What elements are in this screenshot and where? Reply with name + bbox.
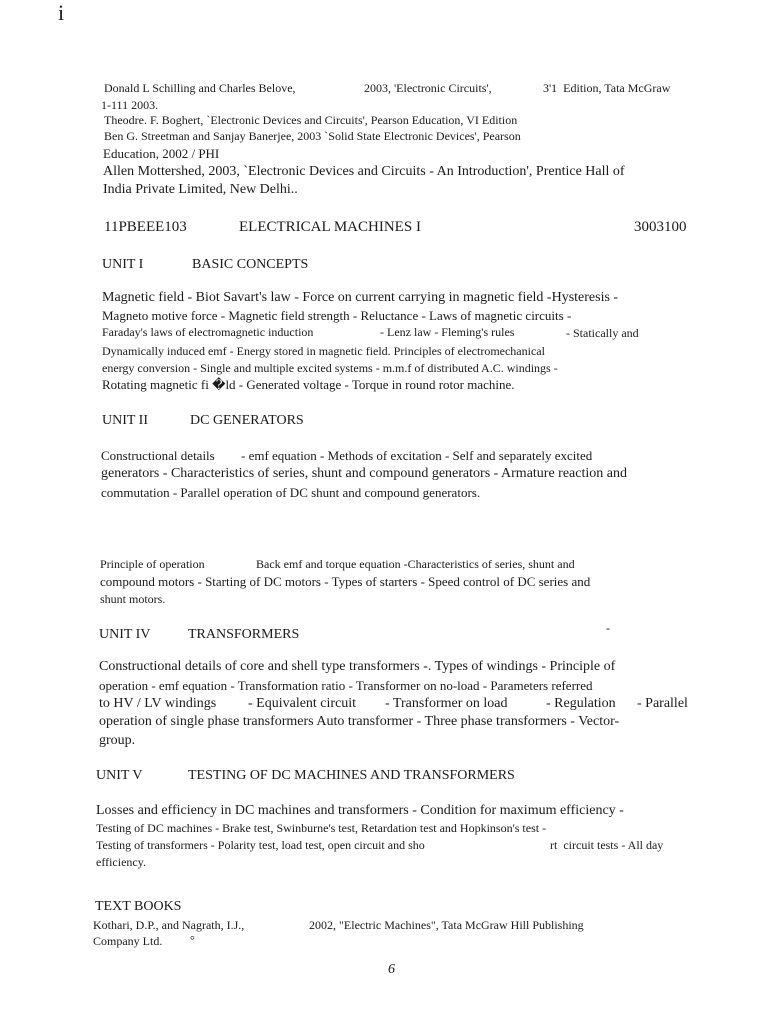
ref-line: Ben G. Streetman and Sanjay Banerjee, 2003 `Solid State Electronic Devices', Pearson	[104, 129, 521, 143]
unit-body-line: Magnetic field - Biot Savart's law - Force on current carrying in magnetic field -Hysteresis -	[102, 290, 619, 305]
course-code: 11PBEEE103	[104, 219, 187, 235]
unit-body-line: shunt motors.	[100, 592, 166, 606]
unit-body-line: Constructional details of core and shell type transformers -. Types of windings - Principle of	[99, 659, 616, 674]
unit-body-line: Testing of DC machines - Brake test, Swinburne's test, Retardation test and Hopkinson's test -	[96, 821, 547, 835]
ref-line: Education, 2002 / PHI	[103, 146, 220, 161]
ref-line: India Private Limited, New Delhi..	[103, 182, 298, 197]
unit-body-line: operation of single phase transformers Auto transformer - Three phase transformers - Vector-	[99, 714, 620, 729]
ref-line: 2003, 'Electronic Circuits',	[364, 81, 492, 95]
unit-body-line: - Equivalent circuit	[248, 696, 357, 711]
unit-body-line: Constructional details	[101, 448, 215, 463]
ref-line: Donald L Schilling and Charles Belove,	[104, 81, 296, 95]
unit-body-line: - Transformer on load	[385, 696, 508, 711]
unit-body-line: Testing of transformers - Polarity test, load test, open circuit and sho	[96, 838, 425, 852]
unit-body-line: - Lenz law - Fleming's rules	[380, 325, 515, 339]
course-title: ELECTRICAL MACHINES I	[239, 219, 421, 235]
page-number: 6	[388, 962, 395, 977]
unit-body-line: operation - emf equation - Transformation ratio - Transformer on no-load - Parameters referred	[99, 678, 593, 693]
unit-title: TESTING OF DC MACHINES AND TRANSFORMERS	[188, 768, 515, 783]
unit-body-line: efficiency.	[96, 855, 146, 869]
unit-body-line: - Parallel	[637, 696, 688, 711]
corner-mark: i	[58, 0, 65, 25]
unit-body-line: - Statically and	[566, 326, 639, 340]
unit-body-line: Dynamically induced emf - Energy stored in magnetic field. Principles of electromechanical	[102, 344, 545, 358]
unit-body-line: Faraday's laws of electromagnetic induction	[102, 325, 314, 339]
unit-body-line: Magneto motive force - Magnetic field strength - Reluctance - Laws of magnetic circuits -	[102, 308, 572, 323]
unit-label: UNIT IV	[99, 627, 151, 642]
unit-label: UNIT V	[96, 768, 143, 783]
ref-line: 1-111 2003.	[101, 98, 159, 112]
unit-body-line: Losses and efficiency in DC machines and transformers - Condition for maximum efficiency -	[96, 803, 624, 818]
unit-title: BASIC CONCEPTS	[192, 257, 309, 272]
textbook-line: Company Ltd.	[93, 934, 163, 948]
ref-line: Theodre. F. Boghert, `Electronic Devices and Circuits', Pearson Education, VI Edition	[104, 113, 518, 127]
unit-body-line: energy conversion - Single and multiple excited systems - m.m.f of distributed A.C. windings -	[102, 361, 558, 375]
course-credits: 3003100	[634, 219, 687, 235]
unit-label: UNIT II	[102, 413, 149, 428]
unit-body-line: commutation - Parallel operation of DC shunt and compound generators.	[101, 485, 481, 500]
textbook-line: 2002, "Electric Machines", Tata McGraw Hill Publishing	[309, 918, 584, 932]
unit-body-line: - emf equation - Methods of excitation - Self and separately excited	[241, 448, 593, 463]
ref-line: 3'1 Edition, Tata McGraw	[543, 81, 671, 95]
textbooks-heading: TEXT BOOKS	[95, 899, 182, 914]
unit-body-line: generators - Characteristics of series, shunt and compound generators - Armature reaction and	[101, 466, 627, 481]
unit-body-line: - Regulation	[546, 696, 616, 711]
unit-body-line: Principle of operation	[100, 557, 205, 571]
unit-title: DC GENERATORS	[190, 413, 304, 428]
unit-body-line: to HV / LV windings	[99, 696, 217, 711]
unit-body-line: rt circuit tests - All day	[550, 838, 664, 852]
unit-body-line: Rotating magnetic fi �ld - Generated voltage - Torque in round rotor machine.	[102, 377, 515, 392]
ref-line: Allen Mottershed, 2003, `Electronic Devices and Circuits - An Introduction', Prentice Hall of	[103, 164, 625, 179]
unit-title: TRANSFORMERS	[188, 627, 300, 642]
unit-label: UNIT I	[102, 257, 144, 272]
unit-body-line: group.	[99, 733, 136, 748]
textbook-line: Kothari, D.P., and Nagrath, I.J.,	[93, 918, 245, 932]
stray-dash: -	[606, 621, 610, 635]
unit-body-line: compound motors - Starting of DC motors - Types of starters - Speed control of DC series and	[100, 574, 591, 589]
unit-body-line: Back emf and torque equation -Characteristics of series, shunt and	[256, 557, 575, 571]
degree-mark: °	[190, 933, 195, 947]
